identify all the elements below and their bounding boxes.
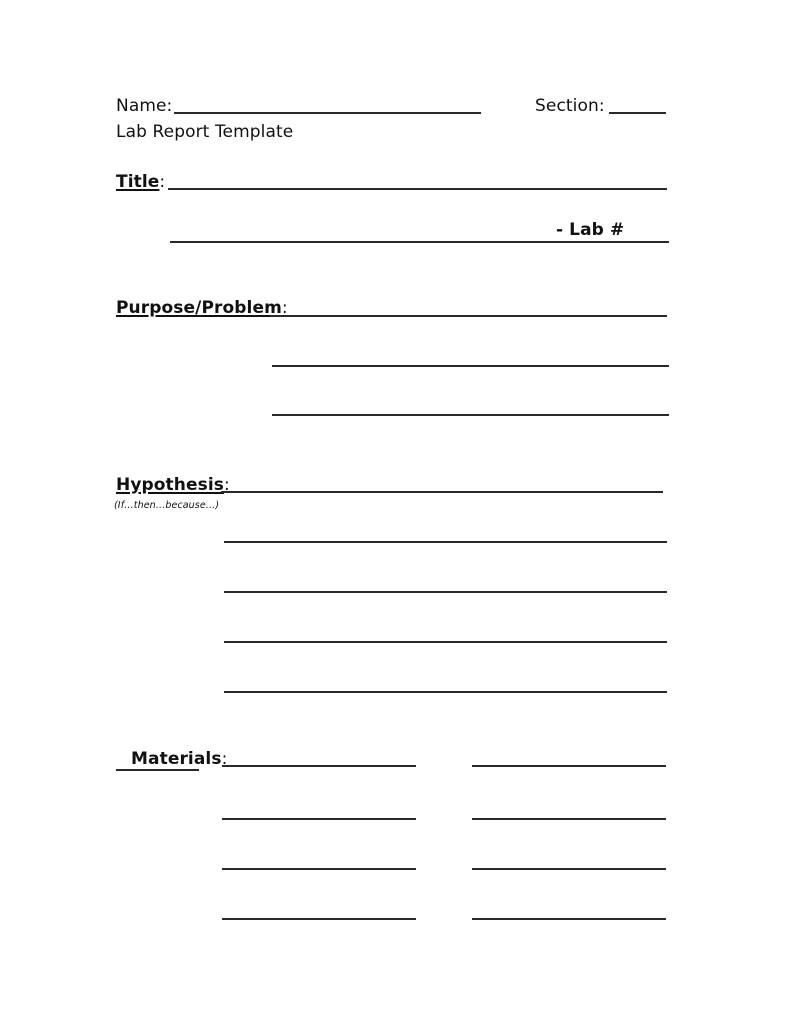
title-input-1[interactable] [168,166,667,188]
materials-left-input-1[interactable] [222,743,416,765]
hypothesis-field-line-2 [224,541,667,543]
lab-number-input[interactable] [625,219,669,241]
name-label-text: Name: [116,96,173,116]
hypothesis-input-3[interactable] [224,569,667,591]
hypothesis-field-line-3 [224,591,667,593]
materials-right-input-4[interactable] [472,896,666,918]
title-input-2[interactable] [170,219,550,241]
materials-right-line-3 [472,868,666,870]
hypothesis-input-2[interactable] [224,519,667,541]
hypothesis-colon: : [223,475,230,495]
materials-right-input-2[interactable] [472,796,666,818]
purpose-field-line-3 [272,414,669,416]
purpose-field-line-2 [272,365,669,367]
purpose-label [116,298,288,318]
purpose-input-2[interactable] [272,343,669,365]
hypothesis-input-1[interactable] [221,469,663,491]
materials-left-input-3[interactable] [222,846,416,868]
hypothesis-field-line-5 [224,691,667,693]
materials-label-text: Materials [131,749,222,769]
section-label [535,96,605,116]
hypothesis-hint: (If…then…because…) [114,500,220,511]
materials-right-input-3[interactable] [472,846,666,868]
document-subtitle: Lab Report Template [116,122,294,142]
section-field-line [609,112,666,114]
materials-right-line-2 [472,818,666,820]
materials-left-line-1 [222,765,416,767]
title-field-line-2 [170,241,669,243]
materials-label-underline [116,769,199,771]
materials-right-line-1 [472,765,666,767]
title-label [116,172,165,192]
name-label [116,96,172,116]
materials-label [131,749,227,769]
title-colon: : [159,172,166,192]
title-label-text: Title [116,172,160,192]
purpose-input-3[interactable] [272,392,669,414]
purpose-label-text: Purpose/Problem [116,298,282,318]
materials-left-line-3 [222,868,416,870]
hypothesis-label-text: Hypothesis [116,475,224,495]
materials-left-input-4[interactable] [222,896,416,918]
hypothesis-field-line-1 [221,491,663,493]
hypothesis-label [116,475,230,495]
name-input[interactable] [174,90,481,112]
hypothesis-input-5[interactable] [224,669,667,691]
hypothesis-input-4[interactable] [224,619,667,641]
lab-number-label: - Lab # [556,220,625,240]
materials-left-input-2[interactable] [222,796,416,818]
section-input[interactable] [609,90,666,112]
materials-right-line-4 [472,918,666,920]
materials-right-input-1[interactable] [472,743,666,765]
title-field-line-1 [168,188,667,190]
purpose-input-1[interactable] [270,293,667,315]
purpose-field-line-1 [270,315,667,317]
section-label-text: Section: [535,96,605,116]
materials-colon: : [221,749,228,769]
hypothesis-field-line-4 [224,641,667,643]
name-field-line [174,112,481,114]
materials-left-line-4 [222,918,416,920]
purpose-colon: : [281,298,288,318]
materials-left-line-2 [222,818,416,820]
